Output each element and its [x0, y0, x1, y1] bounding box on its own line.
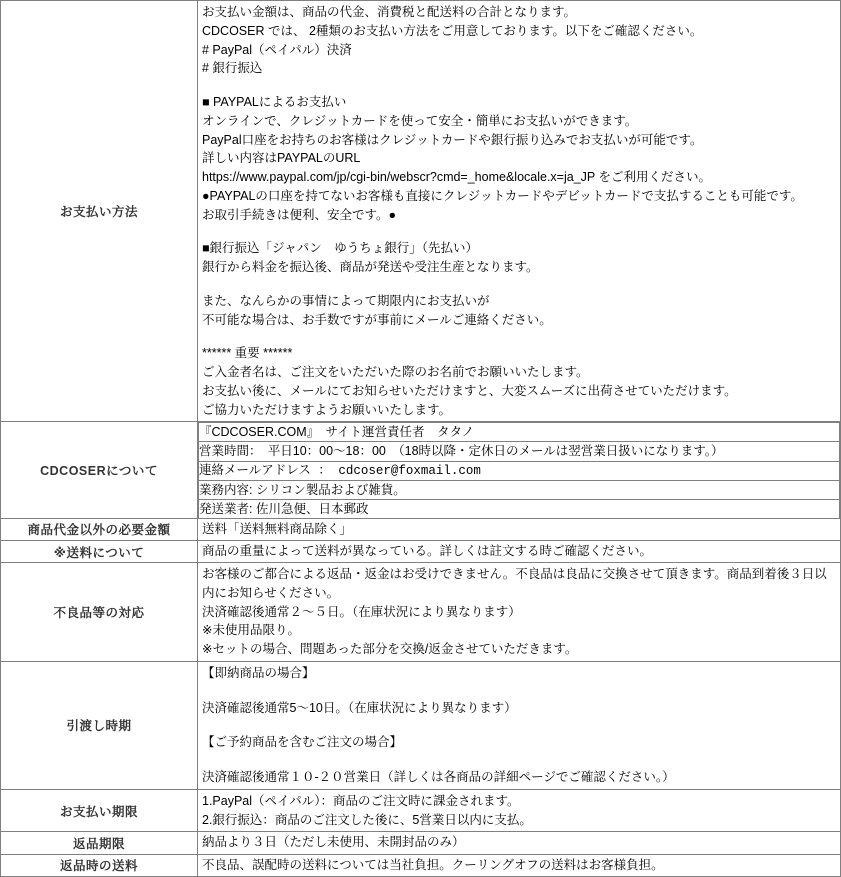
shipping-note-text: 商品の重量によって送料が異なっている。詳しくは註文する時ご確認ください。	[202, 544, 653, 558]
about-sublist	[198, 422, 840, 518]
blank-line	[202, 683, 836, 699]
about-line-business: 業務内容: シリコン製品および雑貨。	[199, 480, 840, 499]
row-content-about-cdcoser	[198, 422, 841, 519]
about-line-hours: 営業時間： 平日10：00～18：00 （18時以降・定休日のメールは翌営業日扱いになります。）	[199, 442, 840, 461]
row-content-return-deadline	[198, 832, 841, 854]
text-line: ■銀行振込「ジャパン ゆうちょ銀行」（先払い）	[202, 241, 479, 256]
text-line: オンラインで、クレジットカードを使って安全・簡単にお支払いができます。	[202, 113, 638, 128]
text-line: ■ PAYPALによるお支払い	[202, 95, 347, 109]
text-line: ●PAYPALの口座を持てないお客様も直接にクレジットカードやデビットカードで支払することも可能です。	[202, 188, 803, 203]
list-item	[199, 442, 840, 461]
row-label-return-shipping: 返品時の送料	[1, 854, 198, 876]
row-label-delivery-time: 引渡し時期	[1, 661, 198, 789]
text-line: ※セットの場合、問題あった部分を交換/返金させていただきます。	[202, 642, 578, 657]
return-shipping-text: 不良品、誤配時の送料については当社負担。クーリングオフの送料はお客様負担。	[202, 857, 664, 872]
about-line-operator: 『CDCOSER.COM』 サイト運営責任者 タタノ	[199, 423, 840, 442]
delivery-time-text	[198, 662, 840, 789]
paypal-url-line: https://www.paypal.com/jp/cgi-bin/webscr?cmd=_home&locale.x=ja_JP をご利用ください。	[202, 170, 711, 184]
text-line: 1.PayPal（ペイパル）：商品のご注文時に課金されます。	[202, 793, 520, 808]
table-row	[1, 661, 841, 789]
text-line: CDCOSER では、 2種類のお支払い方法をご用意しております。以下をご確認ください。	[202, 23, 703, 38]
text-line: お支払い金額は、商品の代金、消費税と配送料の合計となります。	[202, 5, 577, 19]
text-line: 決済確認後通常１０-２０営業日（詳しくは各商品の詳細ページでご確認ください。）	[202, 770, 675, 785]
row-content-shipping-note	[198, 541, 841, 563]
table-row	[1, 541, 841, 563]
list-item	[199, 423, 840, 442]
row-label-defective-handling: 不良品等の対応	[1, 563, 198, 662]
about-sublist-body	[199, 423, 840, 518]
blank-line	[202, 224, 836, 239]
about-line-email: 連絡メールアドレス ： cdcoser@foxmail.com	[199, 461, 840, 480]
blank-line	[202, 329, 836, 344]
text-line: ****** 重要 ******	[202, 346, 293, 361]
list-item	[199, 499, 840, 518]
row-content-return-shipping	[198, 854, 841, 876]
text-line: 2.銀行振込：商品のご注文した後に、5営業日以内に支払。	[202, 812, 532, 827]
blank-line	[202, 78, 836, 93]
text-line: # 銀行振込	[202, 61, 263, 76]
blank-line	[202, 277, 836, 292]
payment-deadline-text	[198, 790, 840, 832]
text-line: お支払い後に、メールにてお知らせいただけますと、大変スムーズに出荷させていただけます。	[202, 383, 737, 398]
text-line: 決済確認後通常２～５日。（在庫状況により異なります）	[202, 604, 521, 619]
text-line: お取引手続きは便利、安全です。●	[202, 207, 397, 222]
text-line: 決済確認後通常5～10日。（在庫状況により異なります）	[202, 700, 517, 715]
row-label-shipping-note: ※送料について	[1, 541, 198, 563]
text-line: 不可能な場合は、お手数ですが事前にメールご連絡ください。	[202, 312, 552, 327]
text-line: # PayPal（ペイパル）決済	[202, 42, 352, 57]
row-label-return-deadline: 返品期限	[1, 832, 198, 854]
row-label-payment-method: お支払い方法	[1, 1, 198, 422]
extra-fees-text: 送料「送料無料商品除く」	[202, 521, 353, 536]
text-line: ※未使用品限り。	[202, 623, 300, 638]
payment-method-text	[198, 1, 840, 421]
about-line-shipper: 発送業者: 佐川急便、日本郵政	[199, 499, 840, 518]
row-label-about-cdcoser: CDCOSERについて	[1, 422, 198, 519]
row-content-payment-deadline	[198, 789, 841, 832]
table-row	[1, 1, 841, 422]
text-line: ご入金者名は、ご注文をいただいた際のお名前でお願いいたします。	[202, 365, 589, 379]
table-row	[1, 563, 841, 662]
text-line: 詳しい内容はPAYPALのURL	[202, 151, 361, 166]
table-row	[1, 789, 841, 832]
row-label-payment-deadline: お支払い期限	[1, 789, 198, 832]
row-content-defective-handling	[198, 563, 841, 662]
text-line: 銀行から料金を振込後、商品が発送や受注生産となります。	[202, 260, 539, 274]
row-content-payment-method	[198, 1, 841, 422]
table-row	[1, 518, 841, 540]
text-line: ご協力いただけますようお願いいたします。	[202, 402, 452, 417]
row-content-extra-fees	[198, 518, 841, 540]
row-content-delivery-time	[198, 661, 841, 789]
table-body	[1, 1, 841, 877]
text-line: お客様のご都合による返品・返金はお受けできません。不良品は良品に交換させて頂きます。商品到着後３日以内にお知らせください。	[202, 567, 827, 600]
list-item	[199, 480, 840, 499]
text-line: 【ご予約商品を含むご注文の場合】	[202, 735, 403, 750]
defective-handling-text	[198, 563, 840, 661]
list-item	[199, 461, 840, 480]
row-label-extra-fees: 商品代金以外の必要金額	[1, 518, 198, 540]
blank-line	[202, 717, 836, 733]
text-line: また、なんらかの事情によって期限内にお支払いが	[202, 293, 490, 308]
table-row	[1, 854, 841, 876]
return-deadline-text: 納品より３日（ただし未使用、未開封品のみ）	[202, 835, 465, 850]
text-line: 【即納商品の場合】	[202, 665, 315, 680]
table-row	[1, 422, 841, 519]
text-line: PayPal口座をお持ちのお客様はクレジットカードや銀行振り込みでお支払いが可能です。	[202, 132, 703, 147]
blank-line	[202, 752, 836, 768]
table-row	[1, 832, 841, 854]
